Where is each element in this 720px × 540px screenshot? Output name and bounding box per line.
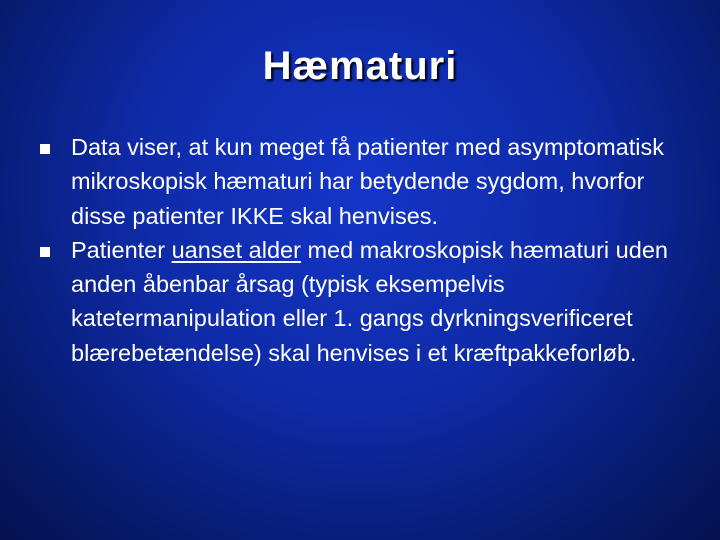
slide-title: Hæmaturi bbox=[262, 44, 458, 88]
square-bullet-icon bbox=[40, 247, 50, 257]
bullet-item bbox=[40, 233, 690, 370]
bullet-list bbox=[40, 130, 690, 370]
square-bullet-icon bbox=[40, 144, 50, 154]
bullet-text: Data viser, at kun meget få patienter med asymptomatisk mikroskopisk hæmaturi har betydende sygdom, hvorfor disse patienter IKKE skal henvises. bbox=[71, 134, 664, 229]
bullet-item bbox=[40, 130, 690, 233]
bullet-text-end: med makroskopisk hæmaturi uden anden åbenbar årsag (typisk eksempelvis katetermanipulation eller 1. gangs dyrkningsverificeret blærebetændelse) skal henvises i et kræftpakkeforløb. bbox=[71, 236, 668, 366]
underlined-phrase: uanset alder bbox=[171, 236, 301, 263]
bullet-text-start: Patienter bbox=[71, 236, 172, 263]
